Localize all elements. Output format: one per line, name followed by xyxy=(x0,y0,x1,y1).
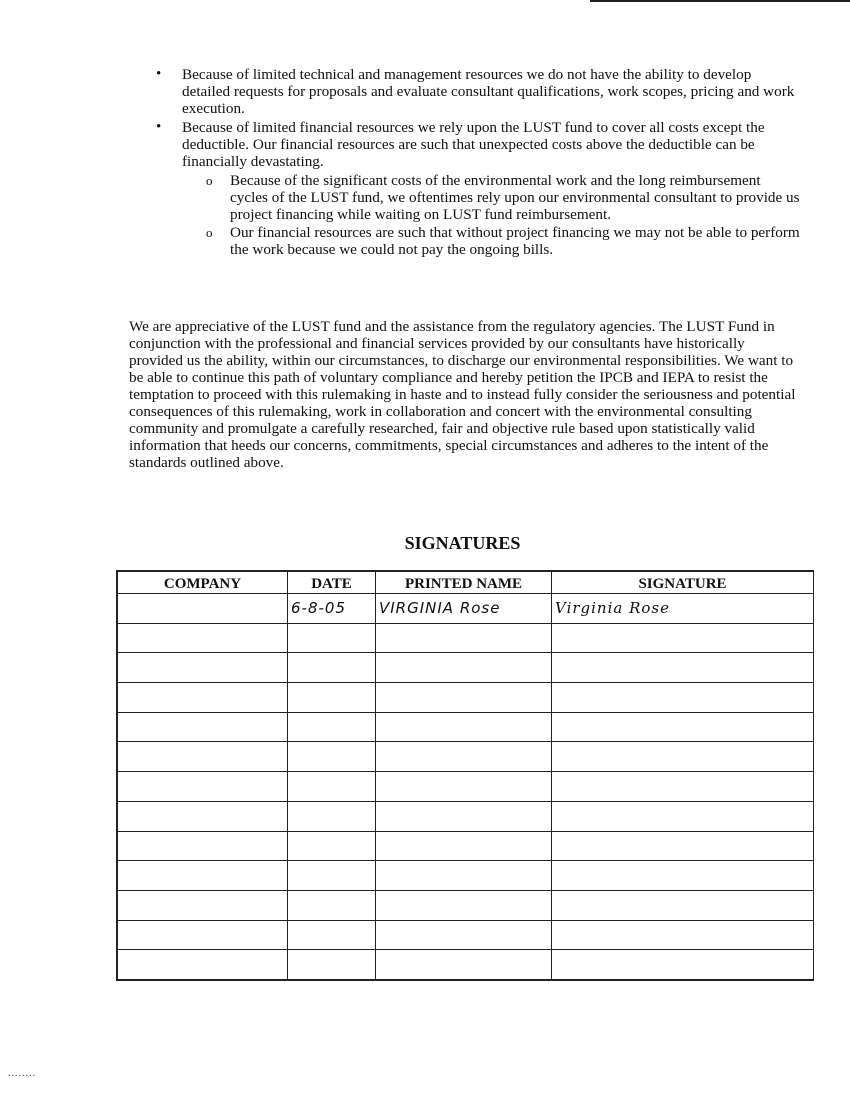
signature-cell[interactable] xyxy=(552,950,814,980)
signature-cell[interactable] xyxy=(552,653,814,683)
printed-name-cell[interactable] xyxy=(376,801,552,831)
bullet-text: Because of limited technical and management resources we do not have the ability to develop detailed requests for proposals and evaluate consultant qualifications, work scopes, pricing and work execution. xyxy=(182,66,795,117)
date-cell[interactable] xyxy=(288,861,376,891)
scan-edge-line xyxy=(590,0,850,2)
signature-cell[interactable] xyxy=(552,742,814,772)
company-cell[interactable] xyxy=(118,683,288,713)
bullet-icon: • xyxy=(156,66,162,82)
company-cell[interactable] xyxy=(118,861,288,891)
sub-bullet-item xyxy=(182,224,800,258)
bullet-item xyxy=(150,66,800,117)
table-row xyxy=(118,890,814,920)
bullet-text: Because of limited financial resources we rely upon the LUST fund to cover all costs except the deductible. Our financial resources are such that unexpected costs above the deductible can be financially devastating. xyxy=(182,119,765,170)
printed-name-cell[interactable] xyxy=(376,653,552,683)
company-cell[interactable] xyxy=(118,594,288,624)
company-cell[interactable] xyxy=(118,950,288,980)
printed-name-cell[interactable] xyxy=(376,772,552,802)
date-cell[interactable] xyxy=(288,712,376,742)
table-row xyxy=(118,950,814,980)
company-cell[interactable] xyxy=(118,920,288,950)
sub-bullet-text: Because of the significant costs of the environmental work and the long reimbursement cycles of the LUST fund, we oftentimes rely upon our environmental consultant to provide us project financing while waiting on LUST fund reimbursement. xyxy=(230,172,800,223)
date-cell[interactable] xyxy=(288,653,376,683)
sub-bullet-list xyxy=(182,172,800,258)
signature-cell[interactable] xyxy=(552,831,814,861)
table-row xyxy=(118,861,814,891)
table-row xyxy=(118,772,814,802)
date-cell[interactable] xyxy=(288,801,376,831)
column-header-date: DATE xyxy=(288,572,376,594)
table-header-row xyxy=(118,572,814,594)
scan-speckle: ........ xyxy=(8,1068,36,1079)
table-row xyxy=(118,623,814,653)
printed-name-cell[interactable] xyxy=(376,890,552,920)
table-row xyxy=(118,742,814,772)
signature-cell[interactable] xyxy=(552,683,814,713)
company-cell[interactable] xyxy=(118,712,288,742)
company-cell[interactable] xyxy=(118,742,288,772)
printed-name-cell[interactable] xyxy=(376,742,552,772)
table-row xyxy=(118,594,814,624)
table-row xyxy=(118,801,814,831)
circle-bullet-icon: o xyxy=(206,225,213,240)
bullet-icon: • xyxy=(156,119,162,135)
company-cell[interactable] xyxy=(118,890,288,920)
printed-name-cell[interactable] xyxy=(376,920,552,950)
date-cell[interactable] xyxy=(288,623,376,653)
table-row xyxy=(118,683,814,713)
bullet-item xyxy=(150,119,800,258)
printed-name-cell[interactable] xyxy=(376,623,552,653)
column-header-company: COMPANY xyxy=(118,572,288,594)
printed-name-cell[interactable] xyxy=(376,712,552,742)
signature-cell[interactable] xyxy=(552,861,814,891)
signature-cell[interactable] xyxy=(552,772,814,802)
date-cell[interactable]: 6-8-05 xyxy=(288,594,376,624)
sub-bullet-item xyxy=(182,172,800,223)
signature-cell[interactable] xyxy=(552,712,814,742)
printed-name-cell[interactable] xyxy=(376,683,552,713)
table-row xyxy=(118,831,814,861)
circle-bullet-icon: o xyxy=(206,173,213,188)
bullet-list xyxy=(150,66,800,260)
signature-cell[interactable] xyxy=(552,623,814,653)
column-header-signature: SIGNATURE xyxy=(552,572,814,594)
signature-cell[interactable] xyxy=(552,890,814,920)
date-cell[interactable] xyxy=(288,920,376,950)
printed-name-cell[interactable] xyxy=(376,950,552,980)
signature-cell[interactable]: Virginia Rose xyxy=(552,594,814,624)
date-cell[interactable] xyxy=(288,742,376,772)
table-row xyxy=(118,712,814,742)
date-cell[interactable] xyxy=(288,890,376,920)
signature-cell[interactable] xyxy=(552,920,814,950)
company-cell[interactable] xyxy=(118,623,288,653)
signature-table xyxy=(116,570,814,981)
sub-bullet-text: Our financial resources are such that without project financing we may not be able to perform the work because we could not pay the ongoing bills. xyxy=(230,224,800,258)
company-cell[interactable] xyxy=(118,653,288,683)
signature-cell[interactable] xyxy=(552,801,814,831)
date-cell[interactable] xyxy=(288,831,376,861)
date-cell[interactable] xyxy=(288,772,376,802)
printed-name-cell[interactable] xyxy=(376,861,552,891)
table-row xyxy=(118,653,814,683)
date-cell[interactable] xyxy=(288,683,376,713)
closing-paragraph: We are appreciative of the LUST fund and the assistance from the regulatory agencies. The LUST Fund in conjunction with the professional and financial services provided by our consultants have historically provided us the ability, within our circumstances, to discharge our environmental responsibilities. We want to be able to continue this path of voluntary compliance and hereby petition the IPCB and IEPA to resist the temptation to proceed with this rulemaking in haste and to instead fully consider the seriousness and potential consequences of this rulemaking, work in collaboration and concert with the environmental consulting community and promulgate a carefully researched, fair and objective rule based upon statistically valid information that heeds our concerns, commitments, special circumstances and adheres to the intent of the standards outlined above. xyxy=(129,318,796,471)
printed-name-cell[interactable] xyxy=(376,831,552,861)
company-cell[interactable] xyxy=(118,801,288,831)
signatures-heading: SIGNATURES xyxy=(404,533,521,553)
company-cell[interactable] xyxy=(118,831,288,861)
date-cell[interactable] xyxy=(288,950,376,980)
column-header-printed-name: PRINTED NAME xyxy=(376,572,552,594)
table-row xyxy=(118,920,814,950)
company-cell[interactable] xyxy=(118,772,288,802)
printed-name-cell[interactable]: VIRGINIA Rose xyxy=(376,594,552,624)
